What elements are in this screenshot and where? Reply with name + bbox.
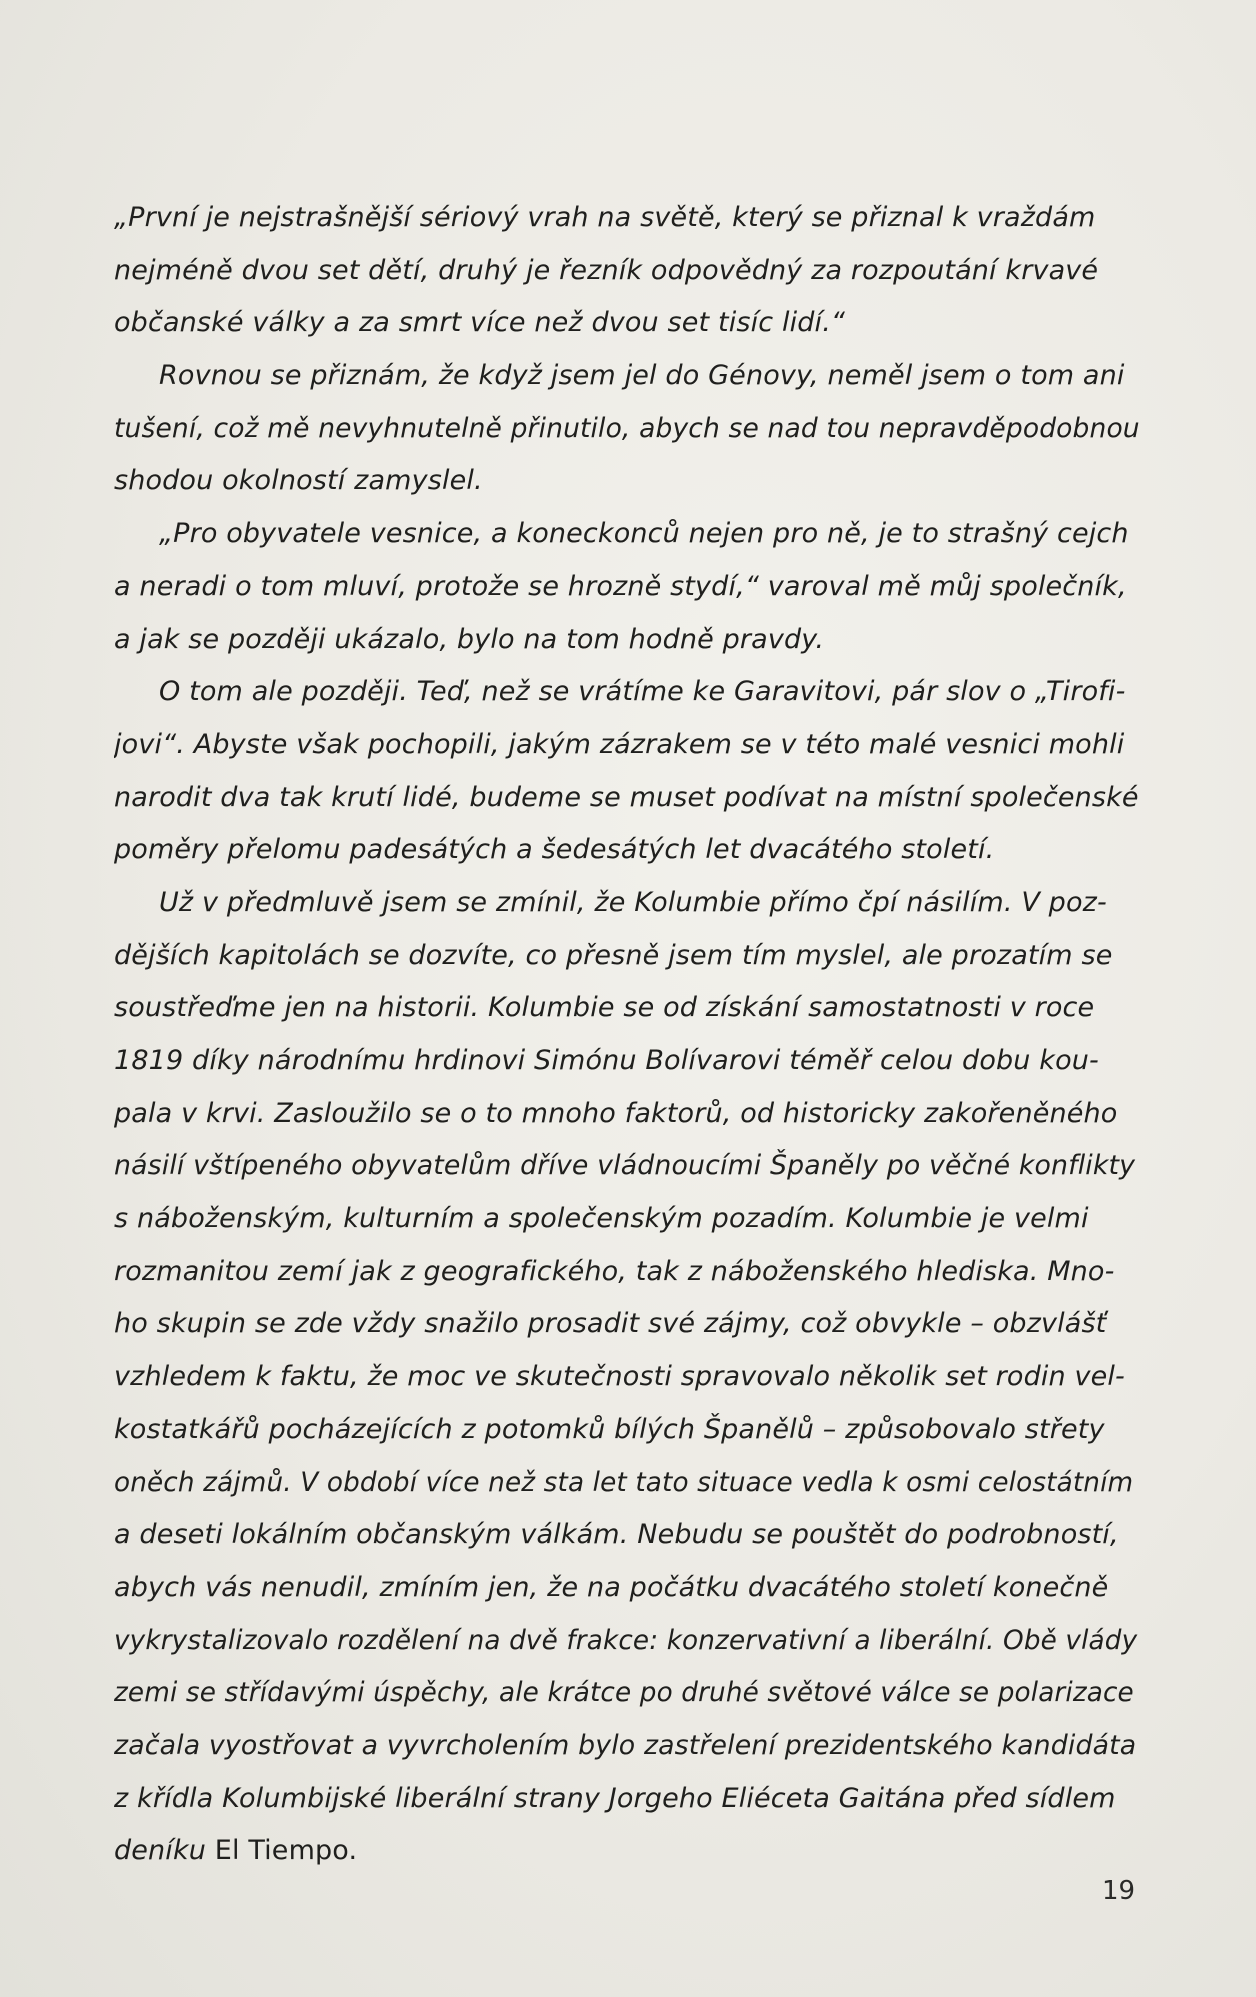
text-line: kostatkářů pocházejících z potomků bílých Španělů – způsobovalo střety — [114, 1413, 1105, 1445]
text-line: začala vyostřovat a vyvrcholením bylo zastřelení prezidentského kandidáta — [114, 1729, 1137, 1761]
text-line: „První je nejstrašnější sériový vrah na světě, který se přiznal k vraždám — [114, 202, 1096, 233]
text-line: ho skupin se zde vždy snažilo prosadit své zájmy, což obvykle – obzvlášť — [114, 1308, 1107, 1340]
text-line: a deseti lokálním občanským válkám. Nebudu se pouštět do podrobností, — [114, 1519, 1119, 1551]
text-line: pala v krvi. Zasloužilo se o to mnoho faktorů, od historicky zakořeněného — [114, 1097, 1118, 1129]
text-line-last — [114, 1825, 1142, 1878]
text-line: „Pro obyvatele vesnice, a koneckonců nejen pro ně, je to strašný cejch — [159, 518, 1129, 550]
text-line: shodou okolností zamyslel. — [114, 465, 483, 497]
text-line: a neradi o tom mluví, protože se hrozně stydí,“ varoval mě můj společník, — [114, 570, 1127, 602]
text-line: narodit dva tak krutí lidé, budeme se muset podívat na místní společenské — [114, 781, 1139, 813]
text-line: tušení, což mě nevyhnutelně přinutilo, abych se nad tou nepravděpodobnou — [114, 412, 1140, 444]
text-line: oněch zájmů. V období více než sta let tato situace vedla k osmi celostátním — [114, 1467, 1134, 1498]
text-line: Rovnou se přiznám, že když jsem jel do Génovy, neměl jsem o tom ani — [159, 360, 1125, 392]
text-line: nejméně dvou set dětí, druhý je řezník odpovědný za rozpoutání krvavé — [114, 254, 1099, 286]
body-text — [114, 192, 1142, 1878]
text-line: 1819 díky národnímu hrdinovi Simónu Bolívarovi téměř celou dobu kou- — [114, 1045, 1099, 1076]
text-line: dějších kapitolách se dozvíte, co přesně jsem tím myslel, ale prozatím se — [114, 939, 1113, 971]
text-fragment-italic: deníku — [114, 1835, 215, 1867]
text-line: s náboženským, kulturním a společenským pozadím. Kolumbie je velmi — [114, 1203, 1089, 1235]
text-line: Už v předmluvě jsem se zmínil, že Kolumbie přímo čpí násilím. V poz- — [159, 886, 1107, 918]
text-line: z křídla Kolumbijské liberální strany Jorgeho Eliéceta Gaitána před sídlem — [114, 1782, 1116, 1814]
text-line: jovi“. Abyste však pochopili, jakým zázrakem se v této malé vesnici mohli — [114, 728, 1125, 760]
text-line: rozmanitou zemí jak z geografického, tak z náboženského hlediska. Mno- — [114, 1255, 1115, 1287]
newspaper-name: El Tiempo. — [214, 1835, 358, 1867]
text-line: občanské války a za smrt více než dvou set tisíc lidí.“ — [114, 307, 846, 339]
text-line: poměry přelomu padesátých a šedesátých let dvacátého století. — [114, 834, 995, 866]
text-line: násilí vštípeného obyvatelům dříve vládnoucími Španěly po věčné konflikty — [114, 1150, 1136, 1182]
text-line: vzhledem k faktu, že moc ve skutečnosti spravovalo několik set rodin vel- — [114, 1361, 1125, 1393]
page-number: 19 — [1102, 1876, 1136, 1906]
text-line: O tom ale později. Teď, než se vrátíme ke Garavitovi, pár slov o „Tirofi- — [159, 676, 1126, 708]
text-line: abych vás nenudil, zmíním jen, že na počátku dvacátého století konečně — [114, 1571, 1109, 1603]
text-line: a jak se později ukázalo, bylo na tom hodně pravdy. — [114, 623, 825, 655]
text-line: vykrystalizovalo rozdělení na dvě frakce: konzervativní a liberální. Obě vlády — [114, 1625, 1138, 1656]
text-line: soustřeďme jen na historii. Kolumbie se od získání samostatnosti v roce — [114, 992, 1095, 1024]
text-line: zemi se střídavými úspěchy, ale krátce po druhé světové válce se polarizace — [114, 1678, 1134, 1709]
